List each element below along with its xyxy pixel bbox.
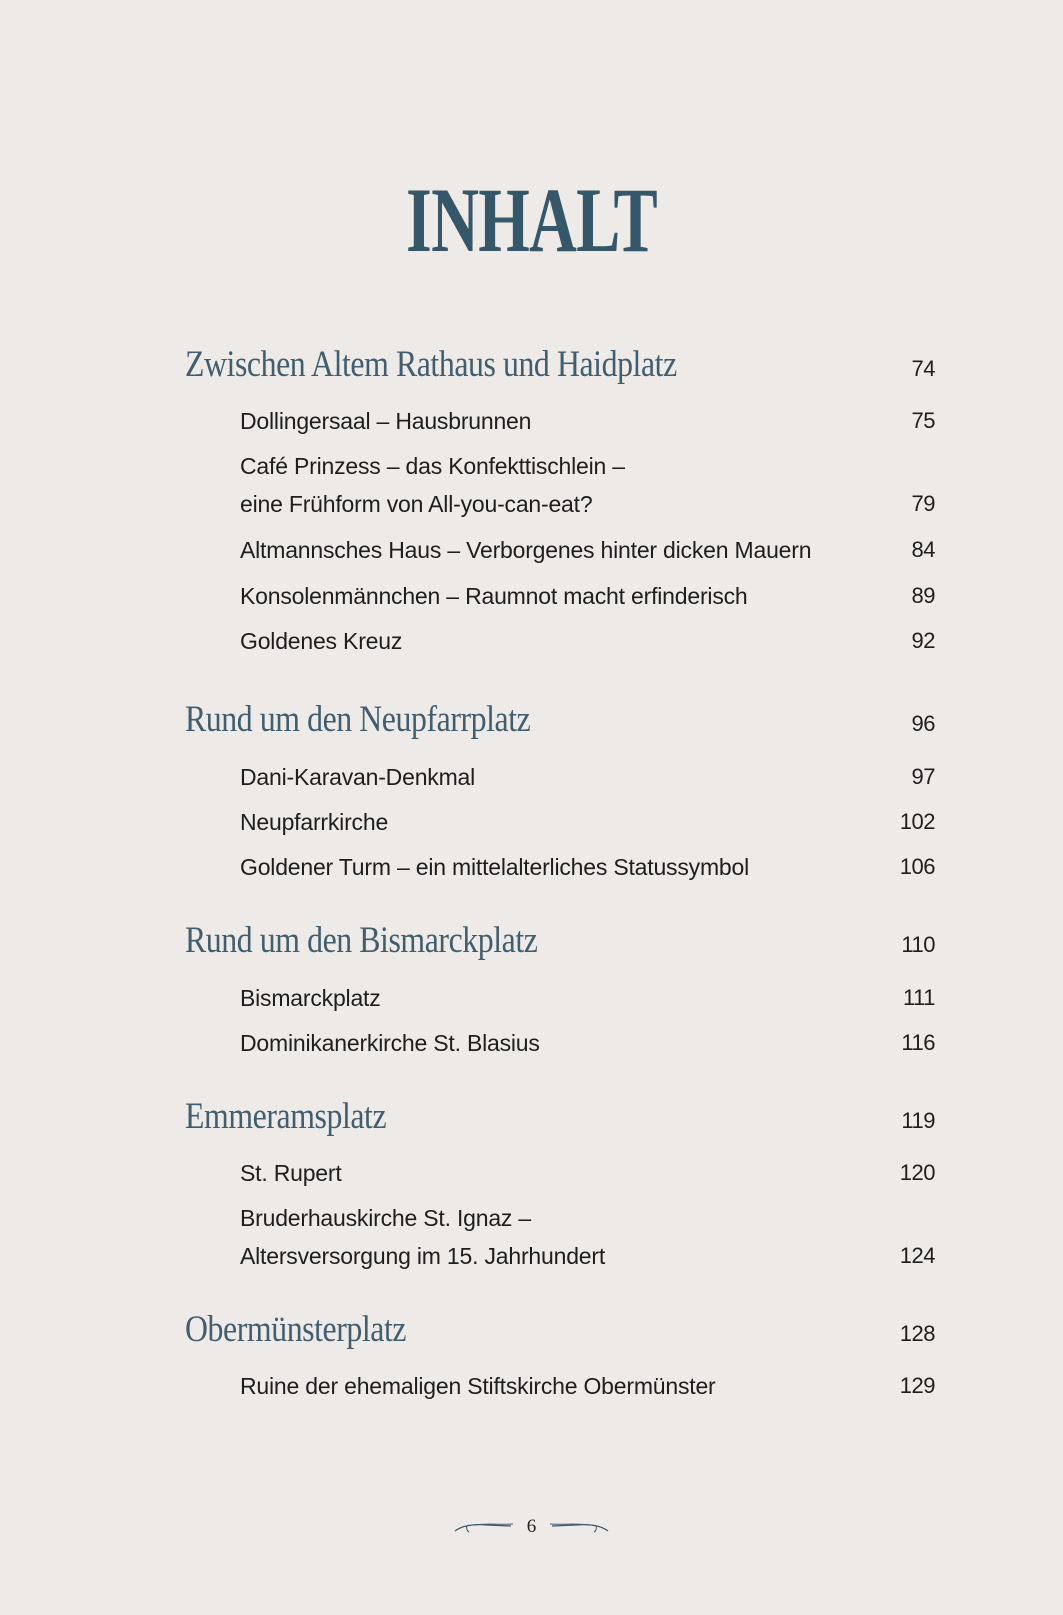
- toc-entry[interactable]: [185, 853, 935, 881]
- toc-entry[interactable]: [185, 627, 935, 655]
- page-number: 111: [903, 985, 935, 1010]
- entry-title: Goldenes Kreuz: [240, 628, 403, 654]
- chapter-title: Emmeramsplatz: [185, 1096, 387, 1137]
- toc-chapter[interactable]: [185, 1310, 935, 1350]
- toc-chapter[interactable]: [185, 921, 935, 961]
- toc-entry[interactable]: [185, 536, 935, 564]
- entry-title: Goldener Turm – ein mittelalterliches Statussymbol: [240, 854, 749, 880]
- toc-entry[interactable]: [185, 1372, 935, 1400]
- entry-title: Bismarckplatz: [240, 985, 381, 1011]
- page-number: 110: [901, 932, 935, 957]
- flourish-right-icon: [548, 1519, 610, 1535]
- page-number: 119: [901, 1108, 935, 1133]
- page-number: 106: [899, 854, 935, 879]
- toc-entry[interactable]: [185, 808, 935, 836]
- page-number: 89: [911, 583, 935, 608]
- chapter-title: Obermünsterplatz: [185, 1309, 407, 1350]
- toc-entry[interactable]: [185, 1159, 935, 1187]
- entry-title-line-2: eine Frühform von All-you-can-eat?: [240, 491, 593, 517]
- chapter-title: Rund um den Bismarckplatz: [185, 920, 538, 961]
- page-footer: [0, 1512, 1063, 1542]
- toc-chapter[interactable]: [185, 1097, 935, 1137]
- page-number: 75: [911, 408, 935, 433]
- entry-title-line-2: Altersversorgung im 15. Jahrhundert: [240, 1243, 606, 1269]
- flourish-left-icon: [453, 1519, 515, 1535]
- entry-title: St. Rupert: [240, 1160, 342, 1186]
- entry-title: Dani-Karavan-Denkmal: [240, 764, 476, 790]
- page-number: 74: [911, 356, 935, 381]
- entry-title: Konsolenmännchen – Raumnot macht erfinderisch: [240, 583, 748, 609]
- toc-entry[interactable]: [185, 452, 935, 518]
- entry-title-line-1: Café Prinzess – das Konfekttischlein –: [240, 453, 625, 479]
- page-number: 116: [901, 1030, 935, 1055]
- entry-title: Neupfarrkirche: [240, 809, 389, 835]
- chapter-title: Rund um den Neupfarrplatz: [185, 699, 531, 740]
- toc-entry[interactable]: [185, 407, 935, 435]
- page-number-footer: 6: [526, 1516, 537, 1537]
- page-number: 97: [911, 764, 935, 789]
- chapter-title: Zwischen Altem Rathaus und Haidplatz: [185, 344, 677, 385]
- entry-title: Dominikanerkirche St. Blasius: [240, 1030, 540, 1056]
- toc-chapter[interactable]: [185, 700, 935, 740]
- entry-title: Ruine der ehemaligen Stiftskirche Obermünster: [240, 1373, 716, 1399]
- toc-chapter[interactable]: [185, 345, 935, 385]
- page-number: 84: [911, 537, 935, 562]
- page-number: 129: [899, 1373, 935, 1398]
- entry-title-line-1: Bruderhauskirche St. Ignaz –: [240, 1205, 532, 1231]
- page-number: 96: [911, 711, 935, 736]
- page-number: 102: [899, 809, 935, 834]
- toc-entry[interactable]: [185, 1204, 935, 1270]
- toc-entry[interactable]: [185, 763, 935, 791]
- page-number: 92: [911, 628, 935, 653]
- entry-title: Dollingersaal – Hausbrunnen: [240, 408, 532, 434]
- toc-entry[interactable]: [185, 1029, 935, 1057]
- page-number: 124: [899, 1243, 935, 1268]
- page-number: 120: [899, 1160, 935, 1185]
- page-title: INHALT: [406, 168, 657, 271]
- page-number: 128: [899, 1321, 935, 1346]
- entry-title: Altmannsches Haus – Verborgenes hinter dicken Mauern: [240, 537, 812, 563]
- page-number: 79: [911, 491, 935, 516]
- toc-entry[interactable]: [185, 984, 935, 1012]
- toc-entry[interactable]: [185, 582, 935, 610]
